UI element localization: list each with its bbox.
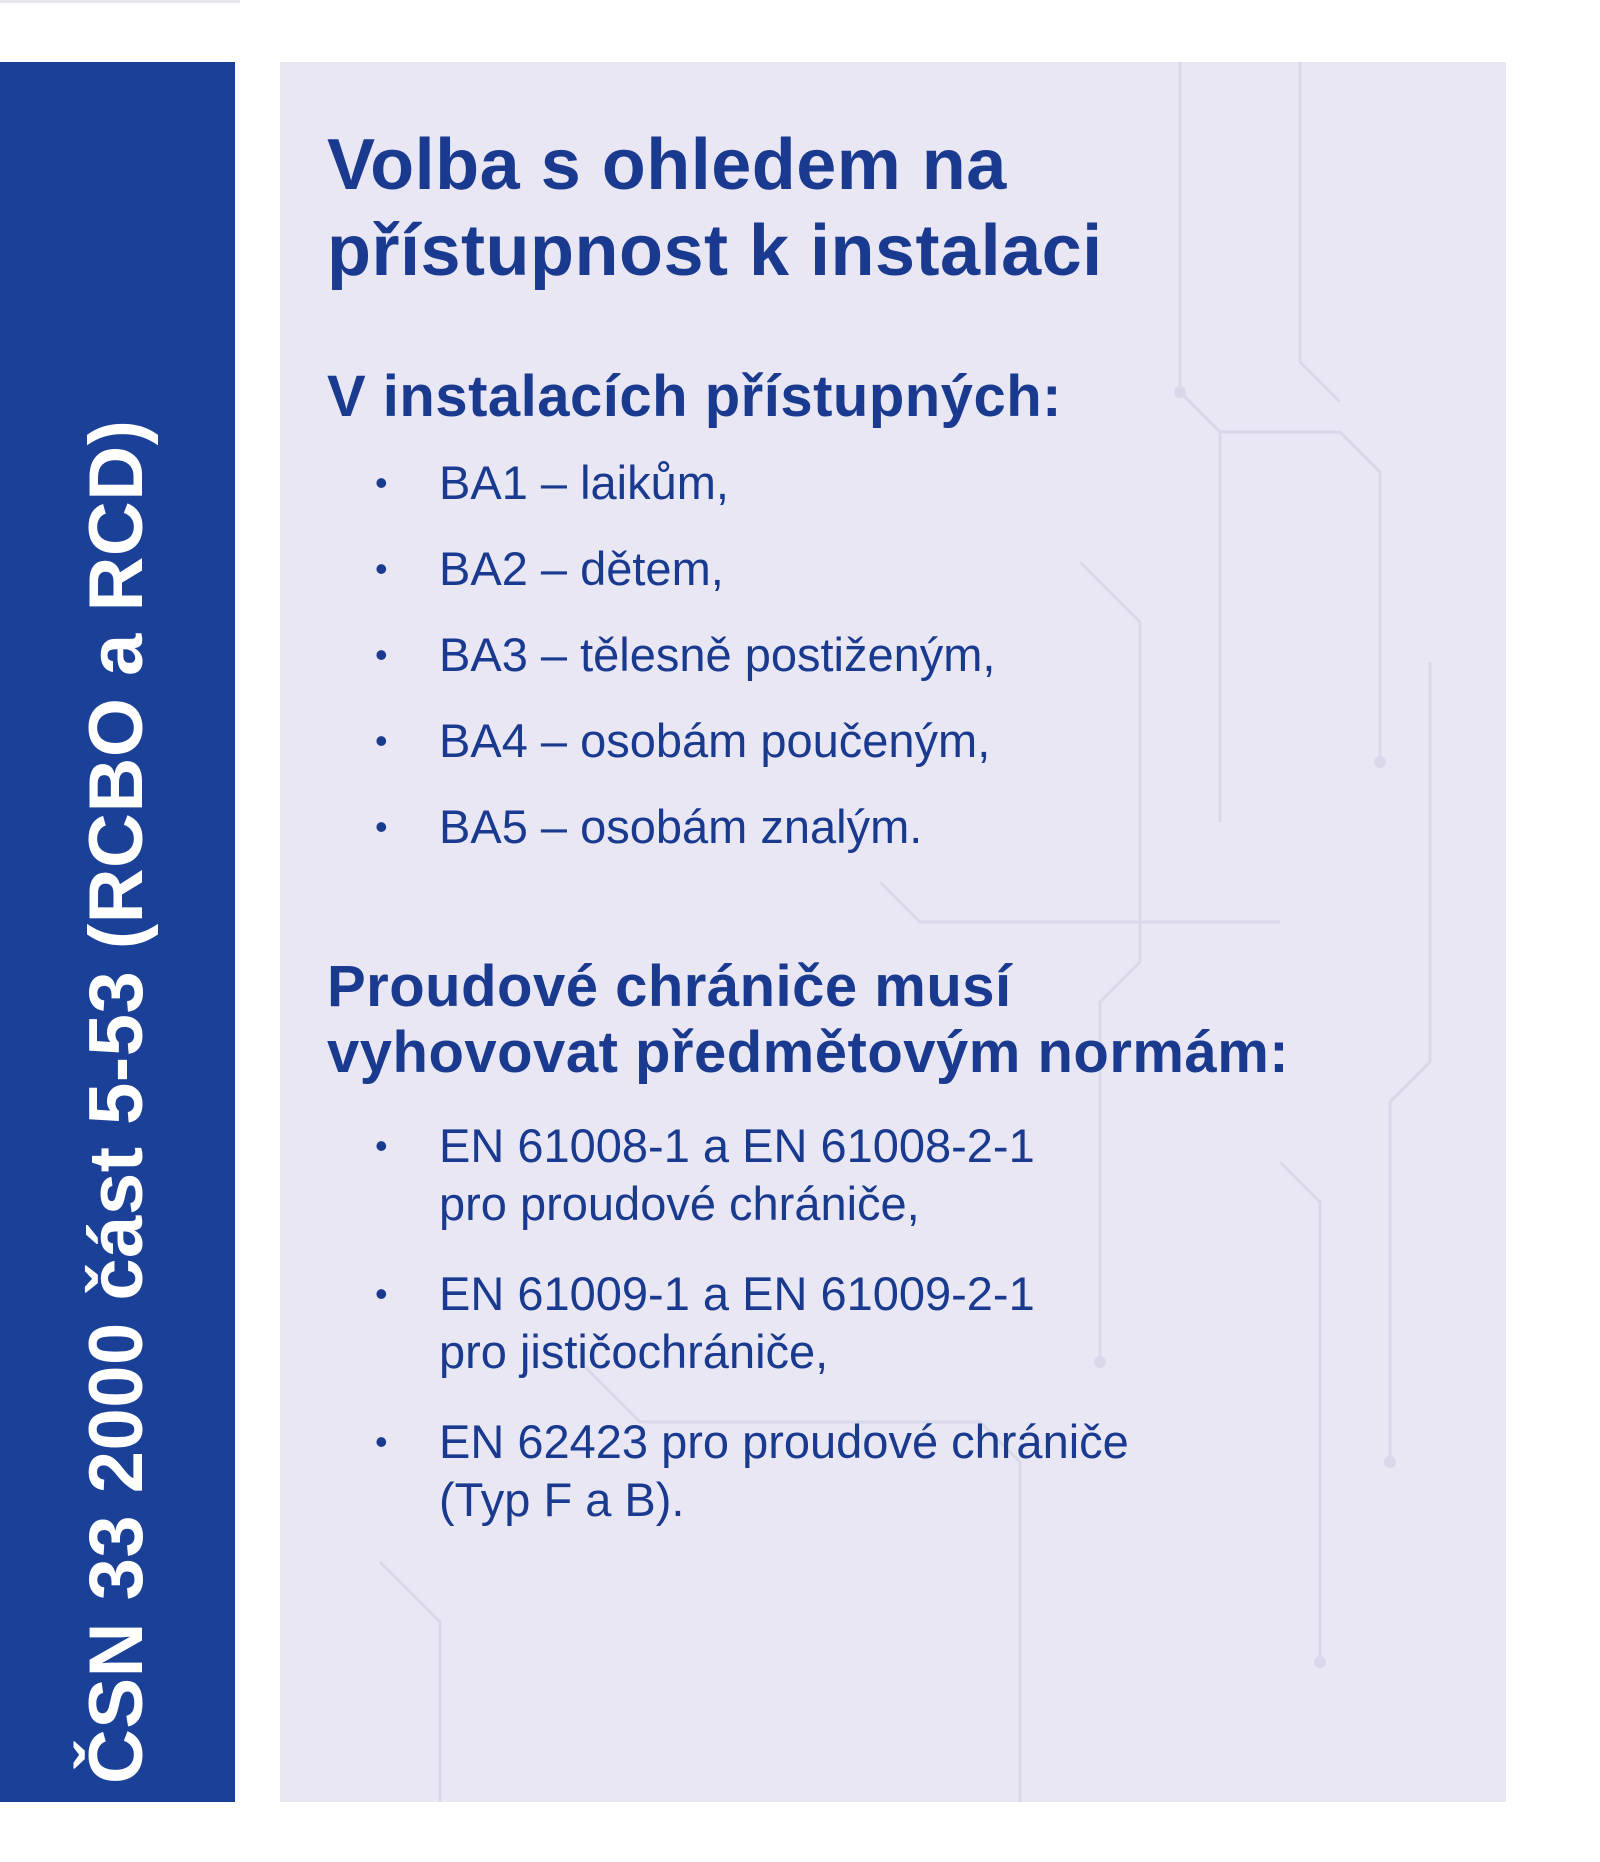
top-rule bbox=[0, 0, 240, 3]
section-standards-title-line-2: vyhovovat předmětovým normám: bbox=[327, 1020, 1290, 1085]
page-title bbox=[327, 122, 1103, 294]
list-item bbox=[375, 454, 995, 512]
list-item bbox=[375, 1265, 1129, 1381]
list-item bbox=[375, 798, 995, 856]
content-panel bbox=[280, 62, 1506, 1802]
bullet-icon: • bbox=[375, 548, 388, 589]
list-item-line-2: pro proudové chrániče, bbox=[439, 1177, 920, 1230]
bullet-icon: • bbox=[375, 806, 388, 847]
list-item-text: BA3 – tělesně postiženým, bbox=[439, 628, 996, 681]
side-title: ČSN 33 2000 část 5-53 (RCBO a RCD) bbox=[74, 419, 159, 1784]
section-accessible-title bbox=[327, 364, 1062, 430]
section-accessible-title-text: V instalacích přístupných: bbox=[327, 364, 1062, 429]
accessible-installations-list bbox=[375, 454, 995, 884]
section-standards-title bbox=[327, 954, 1289, 1086]
list-item-line-2: pro jističochrániče, bbox=[439, 1325, 829, 1378]
bullet-icon: • bbox=[375, 1125, 388, 1166]
page-title-line-2: přístupnost k instalaci bbox=[327, 211, 1103, 291]
list-item bbox=[375, 1117, 1129, 1233]
side-band bbox=[0, 62, 235, 1802]
list-item bbox=[375, 540, 995, 598]
list-item-line-1: EN 61009-1 a EN 61009-2-1 bbox=[439, 1267, 1035, 1320]
list-item bbox=[375, 626, 995, 684]
bullet-icon: • bbox=[375, 462, 388, 503]
section-standards-title-line-1: Proudové chrániče musí bbox=[327, 954, 1012, 1019]
page-title-line-1: Volba s ohledem na bbox=[327, 125, 1007, 205]
list-item-line-2: (Typ F a B). bbox=[439, 1473, 685, 1526]
list-item-text: BA5 – osobám znalým. bbox=[439, 800, 923, 853]
list-item-line-1: EN 61008-1 a EN 61008-2-1 bbox=[439, 1119, 1035, 1172]
bullet-icon: • bbox=[375, 1273, 388, 1314]
bullet-icon: • bbox=[375, 1421, 388, 1462]
bullet-icon: • bbox=[375, 634, 388, 675]
list-item-text: BA2 – dětem, bbox=[439, 542, 724, 595]
list-item bbox=[375, 712, 995, 770]
list-item-line-1: EN 62423 pro proudové chrániče bbox=[439, 1415, 1129, 1468]
list-item-text: BA1 – laikům, bbox=[439, 456, 729, 509]
standards-list bbox=[375, 1117, 1129, 1561]
list-item bbox=[375, 1413, 1129, 1529]
list-item-text: BA4 – osobám poučeným, bbox=[439, 714, 991, 767]
bullet-icon: • bbox=[375, 720, 388, 761]
